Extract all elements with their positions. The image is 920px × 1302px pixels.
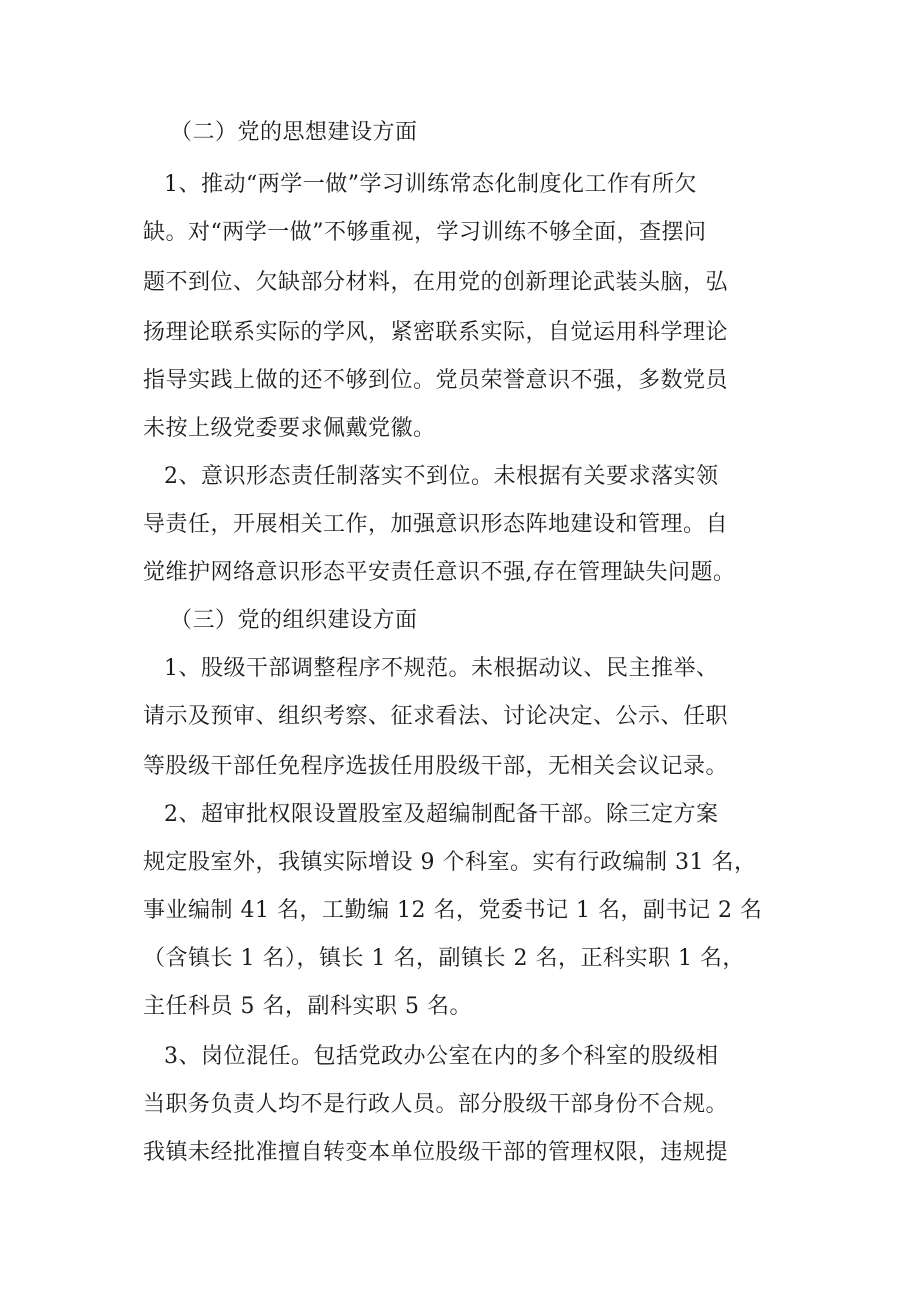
paragraph-line: 缺。对“两学一做”不够重视，学习训练不够全面，查摆问 (143, 220, 707, 245)
paragraph-line: 1、推动“两学一做”学习训练常态化制度化工作有所欠 (164, 172, 697, 197)
paragraph-line: （含镇长 1 名），镇长 1 名，副镇长 2 名，正科实职 1 名， (143, 946, 745, 971)
paragraph-line: 2、意识形态责任制落实不到位。未根据有关要求落实领 (164, 464, 719, 489)
paragraph-line: 3、岗位混任。包括党政办公室在内的多个科室的股级相 (164, 1044, 719, 1069)
paragraph-line: 当职务负责人均不是行政人员。部分股级干部身份不合规。 (143, 1092, 729, 1117)
paragraph-line: 事业编制 41 名，工勤编 12 名，党委书记 1 名，副书记 2 名 (143, 898, 763, 923)
paragraph-line: 未按上级党委要求佩戴党徽。 (143, 416, 436, 441)
paragraph-line: 主任科员 5 名，副科实职 5 名。 (143, 994, 472, 1019)
section-heading-organization: （三）党的组织建设方面 (170, 608, 418, 633)
paragraph-line: 题不到位、欠缺部分材料，在用党的创新理论武装头脑，弘 (143, 270, 729, 295)
paragraph-line: 规定股室外，我镇实际增设 9 个科室。实有行政编制 31 名， (143, 850, 757, 875)
paragraph-line: 觉维护网络意识形态平安责任意识不强,存在管理缺失问题。 (143, 560, 736, 585)
paragraph-line: 导责任，开展相关工作，加强意识形态阵地建设和管理。自 (143, 512, 729, 537)
paragraph-line: 等股级干部任免程序选拔任用股级干部，无相关会议记录。 (143, 754, 729, 779)
section-heading-ideology: （二）党的思想建设方面 (170, 120, 418, 145)
paragraph-line: 我镇未经批准擅自转变本单位股级干部的管理权限，违规提 (143, 1140, 729, 1165)
paragraph-line: 1、股级干部调整程序不规范。未根据动议、民主推举、 (164, 656, 719, 681)
paragraph-line: 请示及预审、组织考察、征求看法、讨论决定、公示、任职 (143, 704, 729, 729)
paragraph-line: 2、超审批权限设置股室及超编制配备干部。除三定方案 (164, 802, 719, 827)
paragraph-line: 指导实践上做的还不够到位。党员荣誉意识不强，多数党员 (143, 368, 729, 393)
paragraph-line: 扬理论联系实际的学风，紧密联系实际，自觉运用科学理论 (143, 320, 729, 345)
